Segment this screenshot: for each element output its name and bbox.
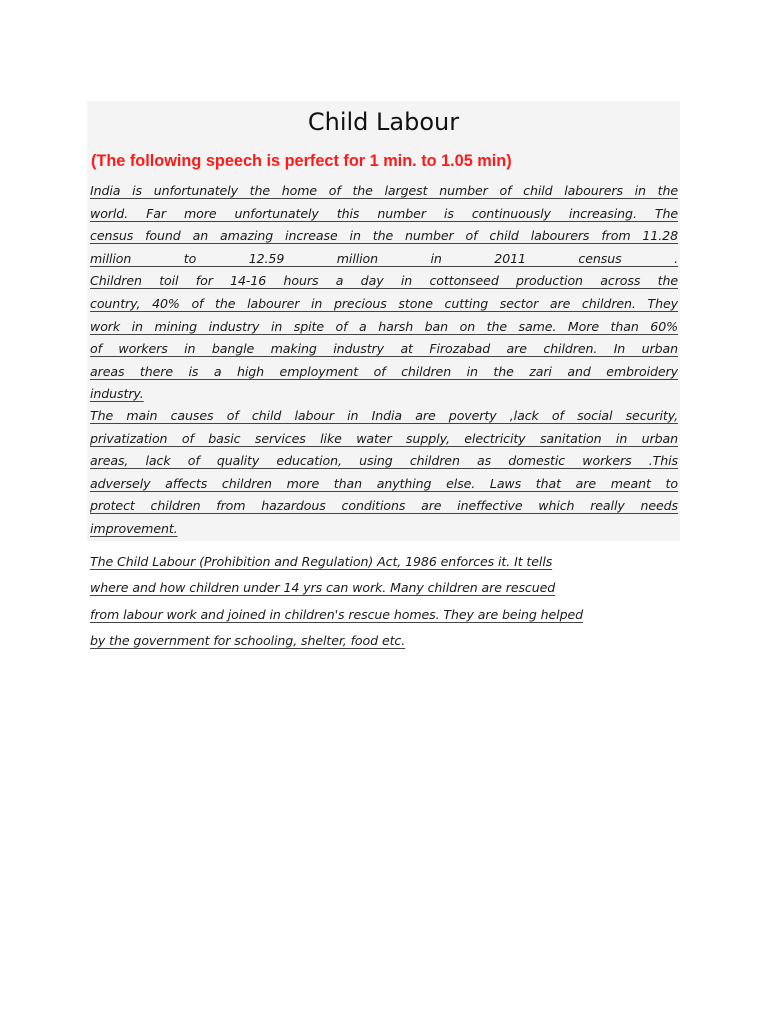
paragraph-2-line: protect children from hazardous conditions are ineffective which really needs xyxy=(90,498,678,514)
paragraph-2-line: improvement. xyxy=(90,520,178,536)
paragraph-1-line: country, 40% of the labourer in precious stone cutting sector are children. They xyxy=(90,295,678,311)
speech-duration-note: (The following speech is perfect for 1 min. to 1.05 min) xyxy=(91,152,512,170)
paragraph-1 xyxy=(90,180,678,406)
paragraph-1-line: million to 12.59 million in 2011 census . xyxy=(90,250,678,266)
paragraph-3-line: The Child Labour (Prohibition and Regulation) Act, 1986 enforces it. It tells xyxy=(90,554,553,569)
paragraph-1-line: world. Far more unfortunately this number is continuously increasing. The xyxy=(90,205,678,221)
paragraph-3-line: by the government for schooling, shelter, food etc. xyxy=(90,633,406,649)
paragraph-3-line: from labour work and joined in children's rescue homes. They are being helped xyxy=(90,606,584,622)
page-title: Child Labour xyxy=(307,108,460,136)
paragraph-2-line: adversely affects children more than anything else. Laws that are meant to xyxy=(90,475,678,491)
paragraph-2 xyxy=(90,405,678,541)
paragraph-1-line: India is unfortunately the home of the largest number of child labourers in the xyxy=(90,183,678,198)
paragraph-3-line: where and how children under 14 yrs can work. Many children are rescued xyxy=(90,580,556,596)
paragraph-1-line: Children toil for 14-16 hours a day in cottonseed production across the xyxy=(90,273,678,289)
paragraph-2-line: privatization of basic services like water supply, electricity sanitation in urban xyxy=(90,430,678,446)
paragraph-3 xyxy=(90,549,670,655)
paragraph-2-line: areas, lack of quality education, using children as domestic workers .This xyxy=(90,453,678,469)
paragraph-2-line: The main causes of child labour in India are poverty ,lack of social security, xyxy=(90,408,678,423)
paragraph-1-line: areas there is a high employment of children in the zari and embroidery xyxy=(90,363,678,379)
paragraph-1-line: of workers in bangle making industry at Firozabad are children. In urban xyxy=(90,341,678,357)
paragraph-1-line: work in mining industry in spite of a harsh ban on the same. More than 60% xyxy=(90,318,678,334)
paragraph-1-line: industry. xyxy=(90,386,144,402)
paragraph-1-line: census found an amazing increase in the number of child labourers from 11.28 xyxy=(90,228,678,244)
